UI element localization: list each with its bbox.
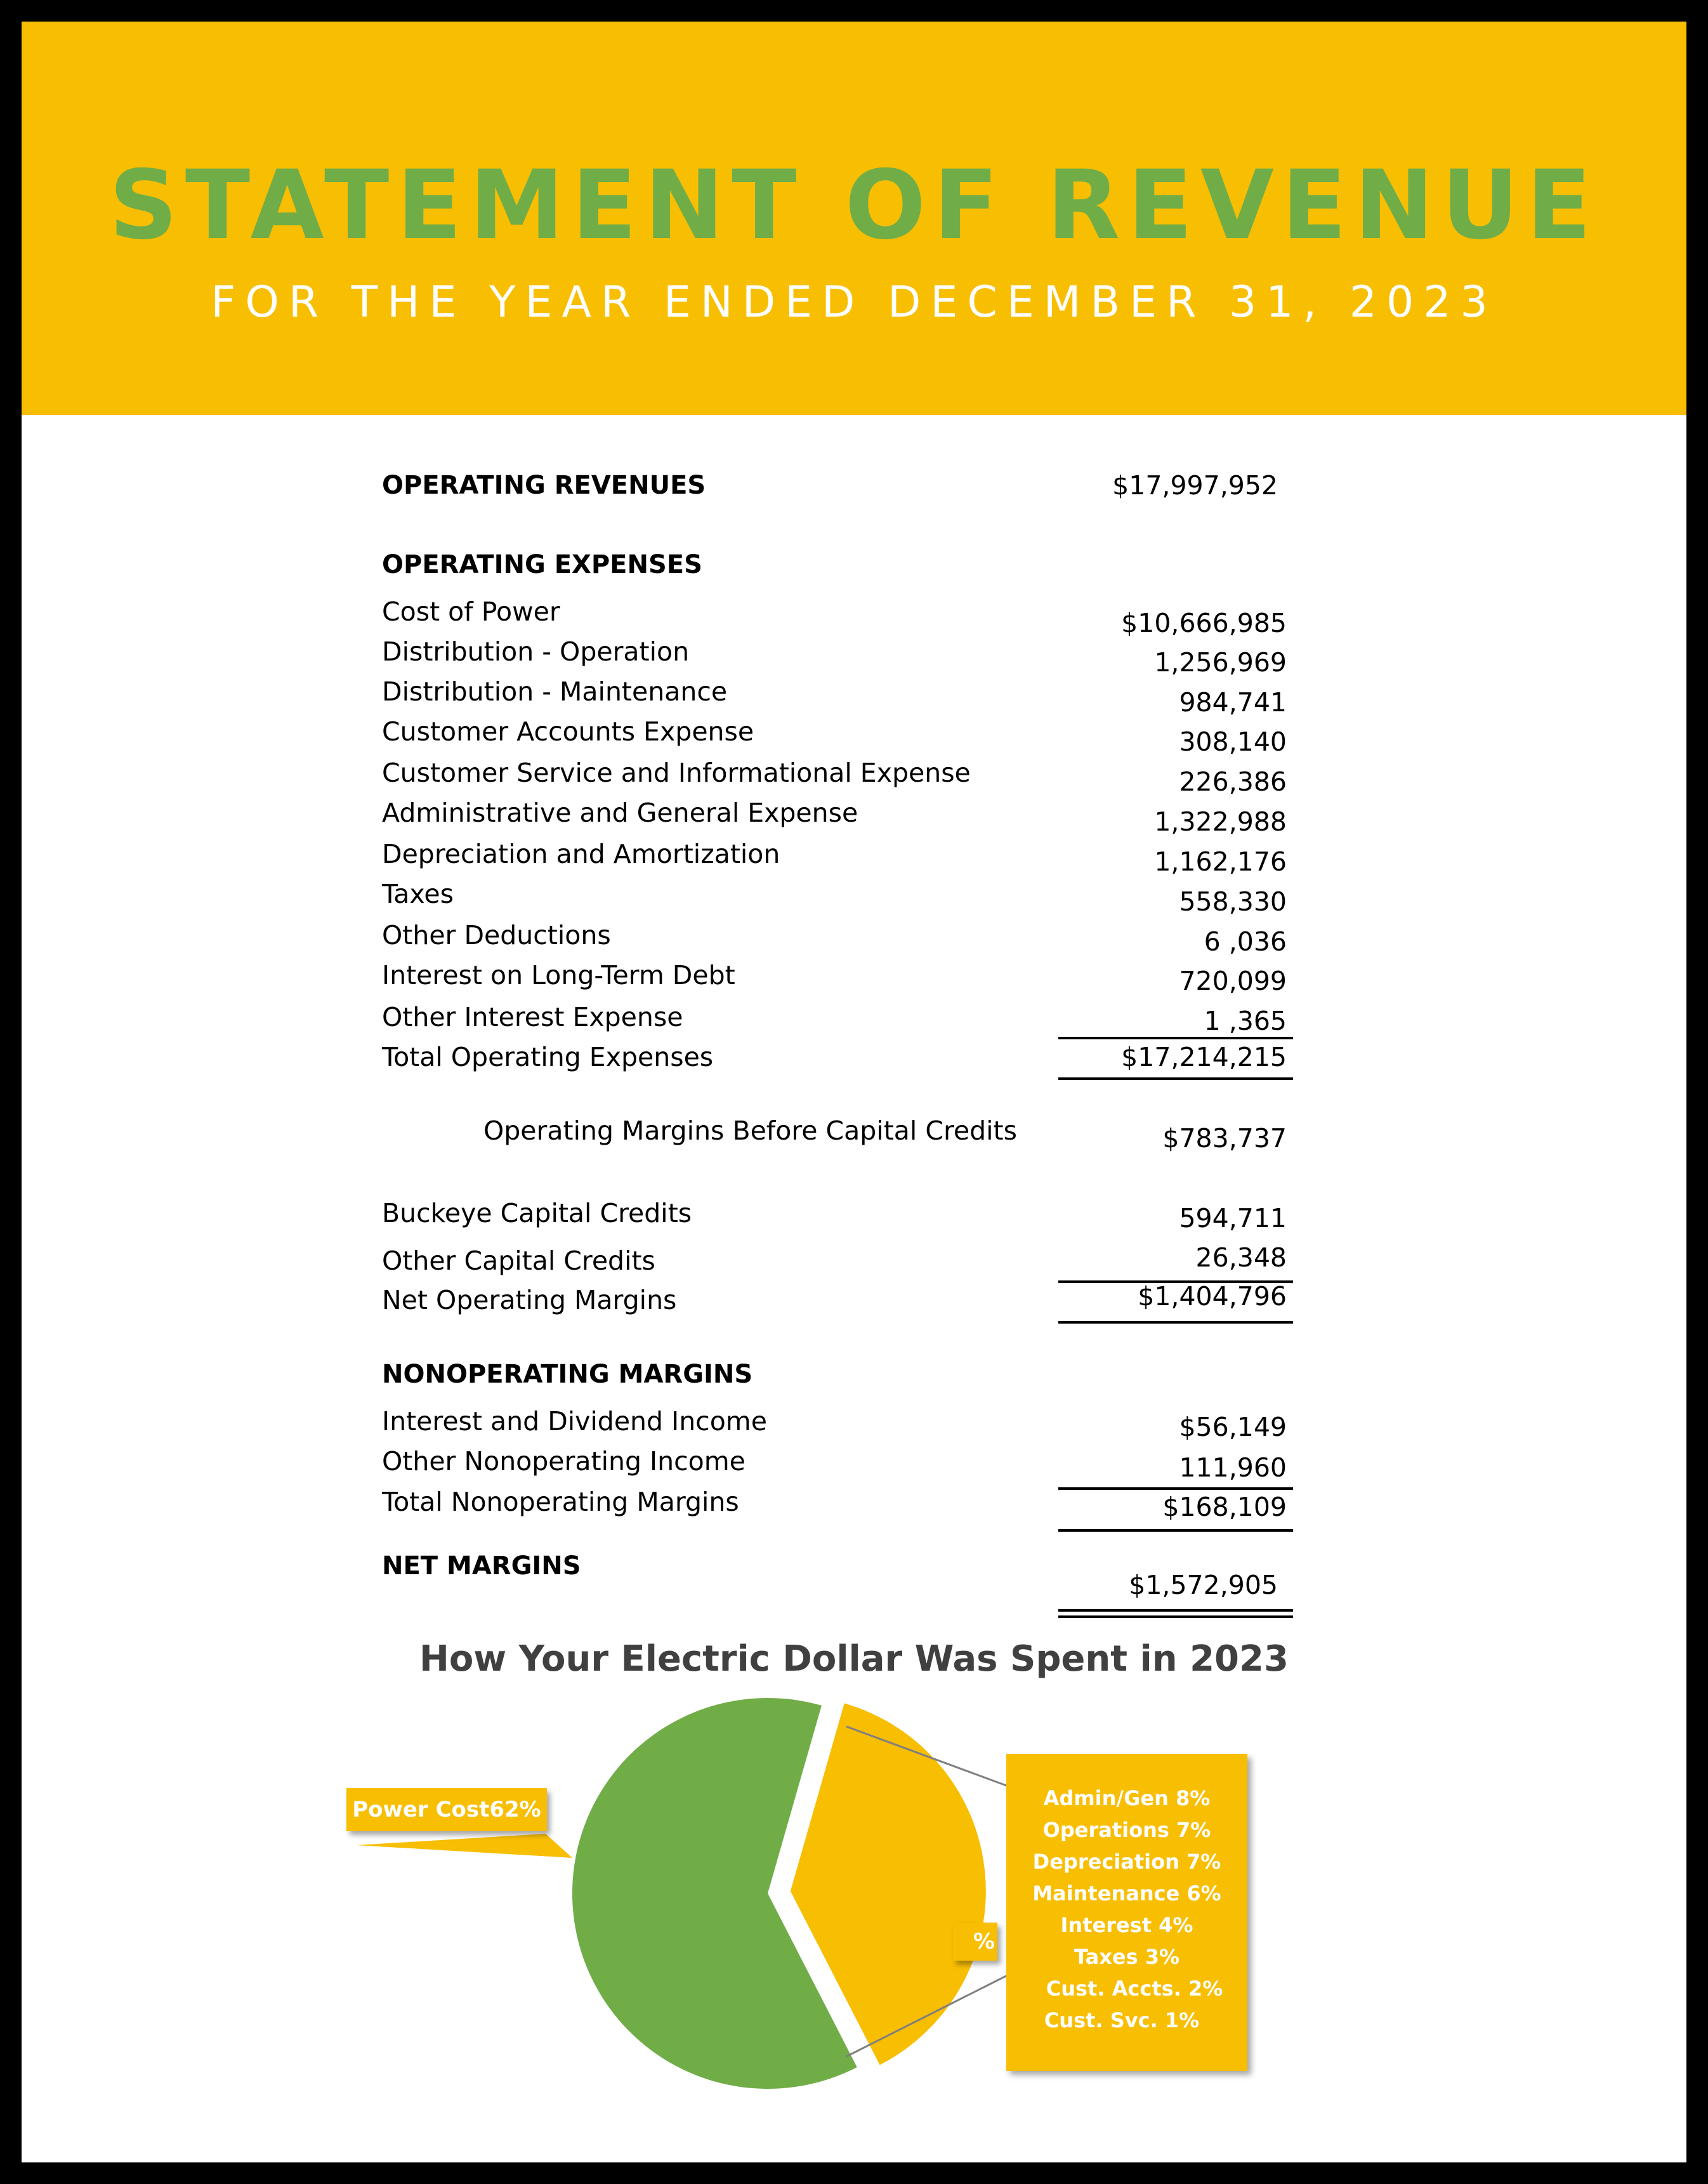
page-title: STATEMENT OF REVENUE: [108, 150, 1600, 261]
expense-value: 1,256,969: [1154, 647, 1287, 678]
expense-label: Cost of Power: [382, 596, 560, 627]
net-operating-margins-label: Net Operating Margins: [382, 1285, 677, 1315]
net-margins-label: NET MARGINS: [382, 1551, 581, 1581]
breakdown-item: Maintenance 6%: [1032, 1881, 1221, 1905]
total-nonoperating-margins-value: $168,109: [1162, 1492, 1287, 1522]
interest-dividend-income-value: $56,149: [1179, 1412, 1287, 1442]
buckeye-capital-credits-value: 594,711: [1179, 1203, 1287, 1233]
expense-label: Taxes: [382, 879, 454, 909]
other-capital-credits-label: Other Capital Credits: [382, 1246, 655, 1276]
expense-value: 720,099: [1179, 966, 1287, 996]
expense-value: 984,741: [1179, 687, 1287, 718]
other-percent-label: %: [953, 1923, 997, 1961]
operating-margins-before-label: Operating Margins Before Capital Credits: [483, 1115, 1017, 1146]
expense-value: 1,322,988: [1154, 806, 1287, 837]
power-cost-callout-pointer: [357, 1834, 572, 1858]
operating-revenues-label: OPERATING REVENUES: [382, 471, 706, 500]
expense-label: Other Interest Expense: [382, 1002, 683, 1032]
expense-label: Distribution - Operation: [382, 636, 690, 667]
expense-value: 226,386: [1179, 766, 1287, 797]
breakdown-item: Cust. Svc. 1%: [1044, 2008, 1200, 2032]
expense-value: 6 ,036: [1204, 926, 1287, 957]
total-nonoperating-margins-label: Total Nonoperating Margins: [382, 1487, 739, 1517]
operating-margins-before-value: $783,737: [1162, 1123, 1287, 1154]
breakdown-item: Depreciation 7%: [1032, 1850, 1221, 1874]
operating-revenues-value: $17,997,952: [1112, 470, 1278, 501]
expense-label: Customer Accounts Expense: [382, 716, 754, 747]
expense-label: Other Deductions: [382, 920, 611, 951]
expense-label: Interest on Long-Term Debt: [382, 960, 735, 990]
breakdown-item: Taxes 3%: [1074, 1945, 1180, 1969]
chart-title: How Your Electric Dollar Was Spent in 2023: [419, 1638, 1289, 1680]
expense-value: 1 ,365: [1204, 1006, 1287, 1036]
total-operating-expenses-value: $17,214,215: [1121, 1042, 1287, 1072]
expense-value: 308,140: [1179, 727, 1287, 757]
page-subtitle: FOR THE YEAR ENDED DECEMBER 31, 2023: [211, 277, 1497, 327]
breakdown-item: Cust. Accts. 2%: [1046, 1977, 1223, 2001]
other-capital-credits-value: 26,348: [1195, 1242, 1287, 1273]
pie-chart: [22, 22, 1686, 2162]
expense-value: 558,330: [1179, 886, 1287, 917]
expense-label: Distribution - Maintenance: [382, 676, 728, 707]
net-margins-value: $1,572,905: [1129, 1570, 1278, 1600]
expense-label: Depreciation and Amortization: [382, 839, 780, 869]
expense-label: Administrative and General Expense: [382, 798, 858, 828]
breakdown-callout: [1006, 1754, 1247, 2071]
net-operating-margins-value: $1,404,796: [1138, 1281, 1287, 1312]
buckeye-capital-credits-label: Buckeye Capital Credits: [382, 1198, 692, 1228]
expense-value: 1,162,176: [1154, 846, 1287, 877]
total-operating-expenses-label: Total Operating Expenses: [382, 1042, 714, 1072]
expense-value: $10,666,985: [1121, 608, 1287, 638]
operating-expenses-heading: OPERATING EXPENSES: [382, 550, 702, 579]
breakdown-item: Admin/Gen 8%: [1043, 1786, 1211, 1810]
statement-page: [22, 22, 1686, 2162]
breakdown-item: Operations 7%: [1042, 1818, 1211, 1842]
power-cost-callout: Power Cost62%: [346, 1788, 547, 1831]
expense-label: Customer Service and Informational Expense: [382, 758, 971, 788]
other-nonoperating-income-label: Other Nonoperating Income: [382, 1446, 746, 1477]
interest-dividend-income-label: Interest and Dividend Income: [382, 1406, 767, 1437]
other-nonoperating-income-value: 111,960: [1179, 1452, 1287, 1483]
nonoperating-heading: NONOPERATING MARGINS: [382, 1360, 753, 1389]
breakdown-item: Interest 4%: [1060, 1913, 1193, 1937]
